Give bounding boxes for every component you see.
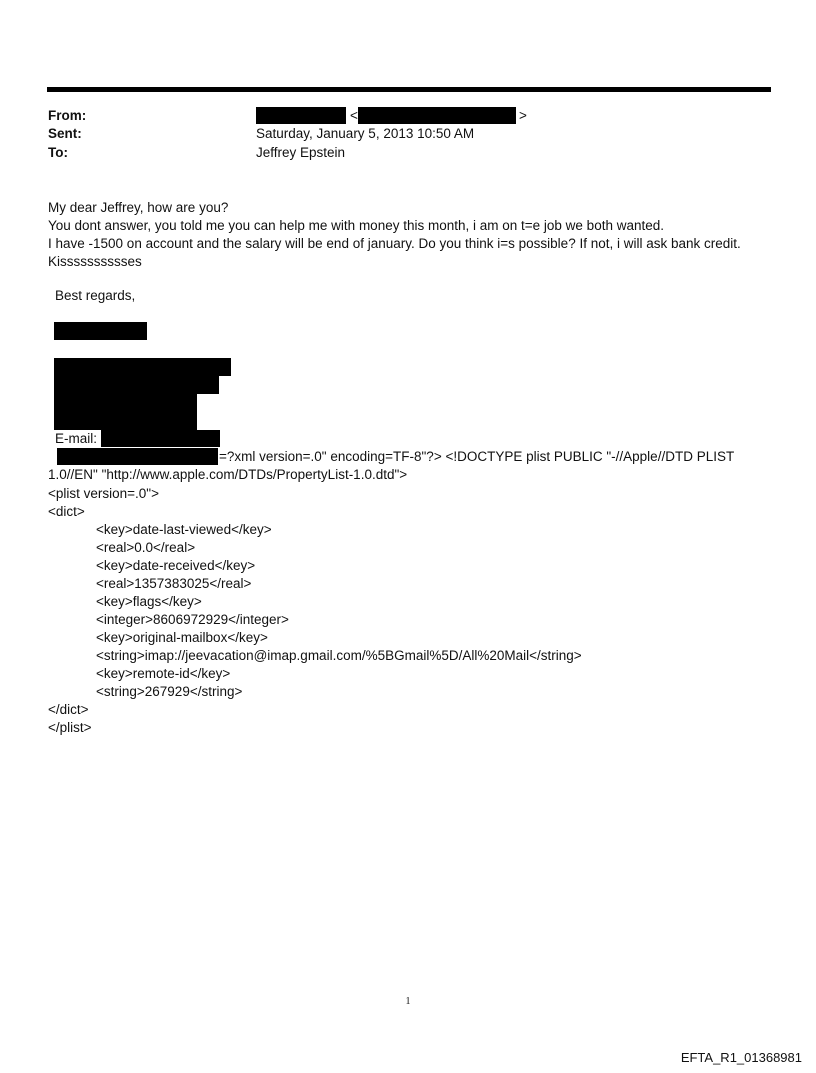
xml-declaration: =?xml version=.0" encoding=TF-8"?> <!DOCTYPE plist PUBLIC "-//Apple//DTD PLIST (219, 449, 735, 464)
from-close-bracket: > (519, 108, 527, 123)
plist-entry: <real>0.0</real> (96, 540, 196, 555)
dict-open-tag: <dict> (48, 504, 85, 519)
sent-value: Saturday, January 5, 2013 10:50 AM (256, 126, 475, 141)
redaction-signature-name (54, 322, 147, 340)
redaction-signature-line-2 (54, 376, 219, 394)
xml-declaration-cont: 1.0//EN" "http://www.apple.com/DTDs/PropertyList-1.0.dtd"> (48, 467, 408, 482)
redaction-signature-line-4 (54, 412, 197, 430)
plist-close-tag: </plist> (48, 720, 92, 735)
plist-entry: <key>remote-id</key> (96, 666, 231, 681)
plist-entry: <integer>8606972929</integer> (96, 612, 289, 627)
plist-block (48, 485, 582, 737)
from-label: From: (48, 108, 87, 123)
plist-open-tag: <plist version=.0"> (48, 486, 159, 501)
from-open-bracket: < (350, 108, 358, 123)
body-line: I have -1500 on account and the salary will be end of january. Do you think i=s possible? If not, i will ask bank credit. (48, 236, 741, 251)
dict-close-tag: </dict> (48, 702, 89, 717)
redaction-signature-line-1 (54, 358, 231, 376)
body-line: Kisssssssssses (48, 254, 142, 269)
message-body (48, 199, 741, 271)
redaction-xml-prefix (57, 448, 218, 465)
redaction-email-address (101, 430, 220, 447)
document-id: EFTA_R1_01368981 (680, 1050, 802, 1065)
to-value: Jeffrey Epstein (256, 145, 346, 160)
plist-entry: <string>267929</string> (96, 684, 243, 699)
redaction-from-name (256, 107, 346, 124)
body-line: My dear Jeffrey, how are you? (48, 200, 229, 215)
header-rule (47, 87, 771, 92)
plist-entry: <key>date-last-viewed</key> (96, 522, 272, 537)
redaction-from-email (358, 107, 516, 124)
page-number: 1 (405, 996, 411, 1007)
plist-entry: <string>imap://jeevacation@imap.gmail.com/%5BGmail%5D/All%20Mail</string> (96, 648, 582, 663)
plist-entry: <key>original-mailbox</key> (96, 630, 268, 645)
redaction-signature-line-3 (54, 394, 197, 412)
plist-entry: <real>1357383025</real> (96, 576, 252, 591)
to-label: To: (48, 145, 68, 160)
sent-label: Sent: (48, 126, 82, 141)
closing-text: Best regards, (55, 288, 136, 303)
plist-entry: <key>flags</key> (96, 594, 202, 609)
body-line: You dont answer, you told me you can help me with money this month, i am on t=e job we both wanted. (48, 218, 664, 233)
email-label: E-mail: (55, 431, 98, 446)
plist-entry: <key>date-received</key> (96, 558, 256, 573)
